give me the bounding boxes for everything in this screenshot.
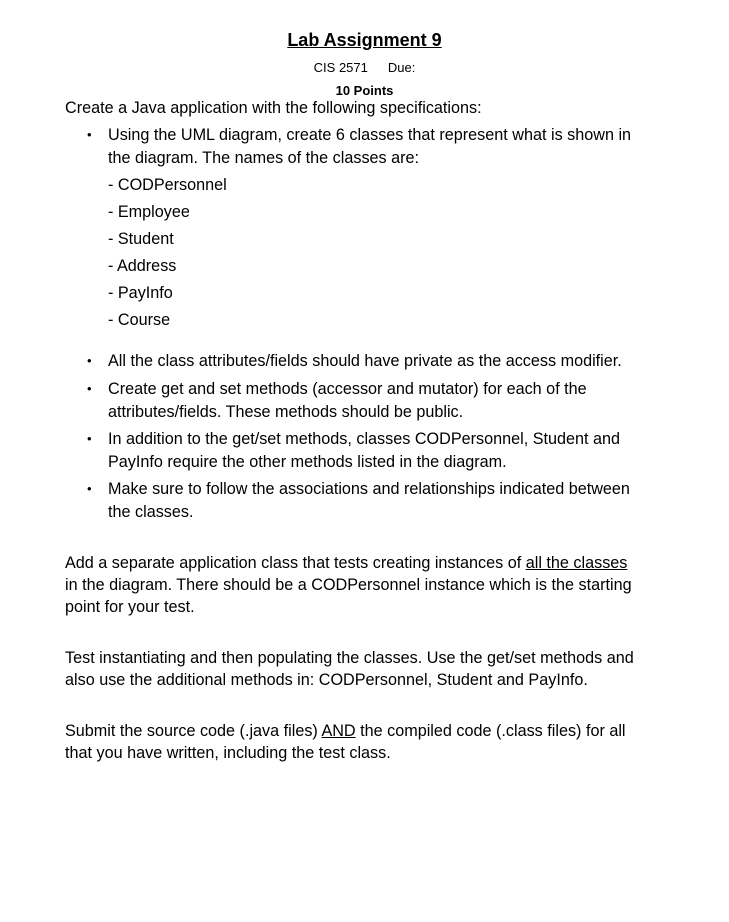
bullet-marker: • — [87, 431, 92, 446]
bullet-4-line-1: In addition to the get/set methods, classes CODPersonnel, Student and — [108, 430, 621, 448]
bullet-5-line-1: Make sure to follow the associations and relationships indicated between — [108, 480, 630, 498]
bullet-3-line-2: attributes/fields. These methods should be public. — [108, 403, 464, 421]
para-3-line-1 — [65, 720, 665, 743]
bullet-4-line-2: PayInfo require the other methods listed in the diagram. — [108, 453, 507, 471]
intro-text: Create a Java application with the following specifications: — [65, 99, 482, 117]
para-1-line-3: point for your test. — [65, 598, 195, 616]
bullet-marker: • — [87, 353, 92, 368]
class-item: - Student — [108, 230, 174, 248]
para-3-text-pre: Submit the source code (.java files) — [65, 722, 322, 740]
para-1-text: Add a separate application class that tests creating instances of — [65, 554, 526, 572]
course-code: CIS 2571 — [313, 60, 368, 75]
class-item: - Course — [108, 311, 171, 329]
para-1-line-1 — [65, 552, 665, 575]
class-item: - PayInfo — [108, 284, 173, 302]
points-label: 10 Points — [335, 83, 394, 98]
para-3-line-2: that you have written, including the test class. — [65, 744, 391, 762]
class-item: - Employee — [108, 203, 190, 221]
para-1-underlined: all the classes — [525, 554, 628, 572]
bullet-marker: • — [87, 127, 92, 142]
bullet-2: All the class attributes/fields should have private as the access modifier. — [108, 352, 622, 370]
para-2-line-1: Test instantiating and then populating the classes. Use the get/set methods and — [65, 649, 634, 667]
bullet-marker: • — [87, 381, 92, 396]
course-line — [0, 60, 729, 76]
para-2-line-2: also use the additional methods in: CODPersonnel, Student and PayInfo. — [65, 671, 588, 689]
due-label: Due: — [387, 60, 416, 75]
para-1-line-2: in the diagram. There should be a CODPersonnel instance which is the starting — [65, 576, 632, 594]
bullet-1-line-1: Using the UML diagram, create 6 classes that represent what is shown in — [108, 126, 632, 144]
bullet-5-line-2: the classes. — [108, 503, 194, 521]
bullet-1-line-2: the diagram. The names of the classes are: — [108, 149, 420, 167]
class-item: - CODPersonnel — [108, 176, 227, 194]
class-item: - Address — [108, 257, 177, 275]
bullet-marker: • — [87, 481, 92, 496]
para-3-text-post: the compiled code (.class files) for all — [355, 722, 626, 740]
para-3-underlined: AND — [321, 722, 356, 740]
bullet-3-line-1: Create get and set methods (accessor and mutator) for each of the — [108, 380, 587, 398]
page-title: Lab Assignment 9 — [287, 30, 442, 50]
